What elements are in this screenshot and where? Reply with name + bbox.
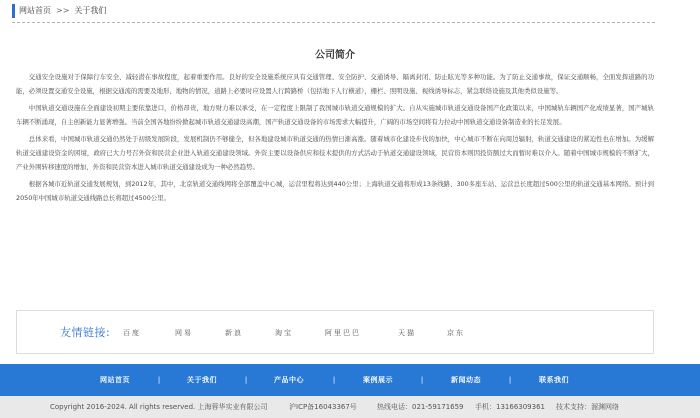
article-paragraph: 中国轨道交通设施在全面建设初期主要依靠进口，价格昂贵，地方财力难以承受，在一定程度上限制了我国城市轨道交通规模的扩大。自从实施城市轨道交通设备国产化政策以来，中国城轨车辆国产化成绩显著，国产城轨车辆不断涌现，自主创新能力显著增强。当前全国各地纷纷掀起城市轨道交通建设高潮，国产轨道交通设备的市场需求大幅提升，广阔的市场空间将有力拉动中国轨道交通设备制造业的长足发展。 [16, 103, 654, 127]
footer-nav-contact[interactable]: 联系我们 [539, 376, 569, 384]
footer-nav-cases[interactable]: 案例展示 [363, 376, 393, 384]
footer-nav-home[interactable]: 网站首页 [100, 376, 130, 384]
friend-links-box [16, 310, 654, 354]
breadcrumb-divider [12, 22, 655, 23]
friend-link-tmall[interactable]: 天猫 [398, 329, 416, 337]
page-title: 公司简介 [315, 50, 355, 61]
friend-link-alibaba[interactable]: 阿里巴巴 [325, 329, 361, 337]
footer-nav-about[interactable]: 关于我们 [187, 376, 217, 384]
friend-links-title: 友情链接: [60, 326, 111, 339]
friend-link-baidu[interactable]: 百度 [123, 329, 141, 337]
breadcrumb-current: 关于我们 [74, 6, 107, 15]
breadcrumb [12, 4, 661, 18]
footer-nav [0, 364, 700, 396]
article-paragraph: 总体来看，中国城市轨道交通仍然处于初级发展阶段，发展机制仍不够健全，但各地建设城市轨道交通的热情日渐高涨。随着城市化建设步伐的加快，中心城市不断在向周边辐射，轨道交通建设的紧迫性也在增加。为缓解轨道交通建设资金的困境，政府已大力号召外资和民营企业进入轨道交通建设领域。外资主要以设备供应和技术提供的方式活动于轨道交通建设领域，民营资本则因投资额过大而暂时难以介入。随着中国城市规模的不断扩大，产业外围转移速度的增加，外资和民营资本进入城市轨道交通建设成为一种必然趋势。 [16, 134, 654, 172]
footer-nav-separator: | [244, 376, 248, 384]
footer-nav-separator: | [508, 376, 512, 384]
tech-support: 技术支持：溜渊网络 [556, 403, 619, 411]
breadcrumb-separator: >> [56, 6, 70, 15]
footer-nav-separator: | [332, 376, 336, 384]
friend-link-sina[interactable]: 新浪 [225, 329, 243, 337]
hotline: 热线电话：021-59171659 [377, 403, 464, 411]
article-paragraph: 交通安全设施对于保障行车安全、减轻潜在事故程度，起着重要作用。良好的安全设施系统应具有交通管理、安全防护、交通诱导、隔离封闭、防止眩光等多种功能。为了防止交通事故，保证交通顺畅，全面发挥道路的功能，必须设置交通安全设施，根据交通流的需要及地形、地物的情况，道路上必要时应设置人行跨路桥（包括地下人行横道），栅栏、照明设施、视线诱导标志，紧急联络设施及其他类似设施等。 [16, 73, 654, 96]
footer-nav-separator: | [157, 376, 161, 384]
footer-nav-separator: | [420, 376, 424, 384]
friend-link-taobao[interactable]: 淘宝 [275, 329, 293, 337]
icp-number[interactable]: 沪ICP备16043367号 [289, 403, 357, 411]
mobile-number: 手机：13166309361 [475, 403, 545, 411]
friend-link-netease[interactable]: 网易 [175, 329, 193, 337]
friend-link-jd[interactable]: 京东 [447, 329, 465, 337]
article-body [16, 70, 654, 208]
footer-nav-products[interactable]: 产品中心 [274, 376, 304, 384]
article-paragraph: 根据各城市近轨道交通发展规划，到2012年，其中，北京轨道交通线网将全部覆盖中心城，运营里程将达到440公里；上海轨道交通将形成13条线路、300多座车站、运营总长度超过500公里的轨道交通基本网络。预计到2050年中国城市轨道交通线路总长将超过4500公里。 [16, 179, 654, 203]
breadcrumb-home-link[interactable]: 网站首页 [19, 6, 51, 15]
footer-nav-news[interactable]: 新闻动态 [451, 376, 481, 384]
copyright-text: Copyright 2016-2024. All rights reserved. 上海蓉华实业有限公司 [50, 403, 268, 411]
copyright-bar [0, 396, 700, 418]
